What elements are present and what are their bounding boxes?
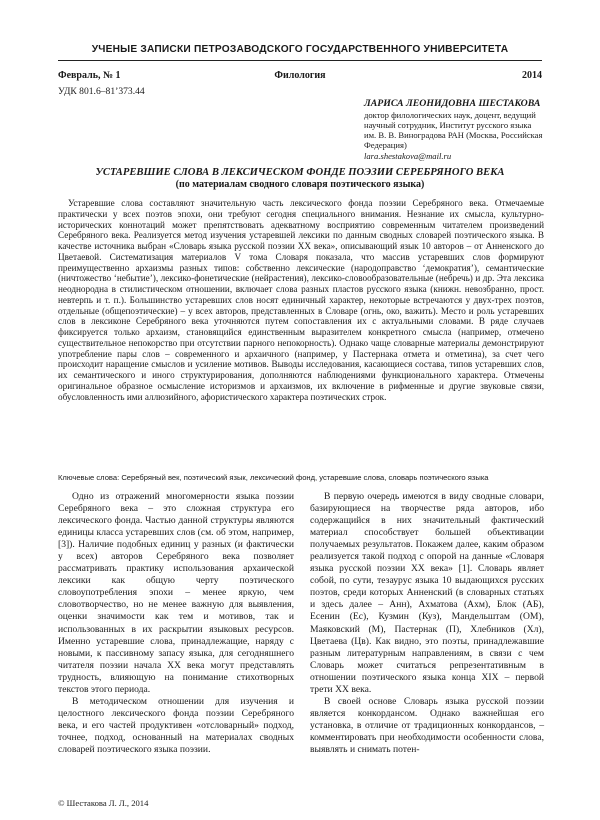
- author-affiliation: доктор филологических наук, доцент, ведущий научный сотрудник, Институт русского языка им. В. В. Виноградова РАН (Москва, Российская Федерация): [364, 110, 543, 150]
- author-email[interactable]: lara.shestakova@mail.ru: [364, 151, 452, 161]
- issue-label: Февраль, № 1: [58, 70, 121, 81]
- udk-code: УДК 801.6–81’373.44: [58, 86, 145, 97]
- author-block: [364, 98, 544, 161]
- year-label: 2014: [522, 70, 542, 81]
- article-title: УСТАРЕВШИЕ СЛОВА В ЛЕКСИЧЕСКОМ ФОНДЕ ПОЭЗИИ СЕРЕБРЯНОГО ВЕКА: [95, 167, 505, 178]
- body-column-left: [58, 491, 294, 756]
- abstract: [58, 198, 544, 402]
- abstract-text: Устаревшие слова составляют значительную часть лексического фонда поэзии Серебряного века. Отмечаемые практически у всех поэтов эпохи, они требуют сегодня специального внимания. Незнание их смысла, культурно-исторических коннотаций может препятствовать адекватному восприятию современным читателем произведений Серебряного века. Реализуется метод изучения устаревшей лексики по данным сводных словарей поэтического языка. В качестве источника выбран «Словарь языка русской поэзии XX века», описывающий язык 10 авторов – от Анненского до Цветаевой. Систематизация материалов V тома Словаря показала, что массив устаревших слов формируют преимущественно архаизмы разных типов: собственно лексические (народоправство ‘демократия’), семантические (ничтожество ‘небытие’), лексико-фонетические (нейрастения), лексико-словообразовательные (небречь) и др. Эта лексика неоднородна в стилистическом отношении, включает слова разных пластов русского языка (книжн. невозбранно, прост. невтерпь и т. п.). Большинство устаревших слов носят единичный характер, некоторые встречаются у двух-трех поэтов, отдельные (общепоэтические) – у всех авторов, представленных в Словаре (огнь, око, важить). Место и роль устаревших слов в лексиконе Серебряного века уточняются путем сопоставления их с актуальными словами. В ряде случаев фиксируется только архаизм, становящийся единственным выразителем конкретного смысла (например, отмечено существительное непокорство при отсутствии парного непокорность). Однако чаще словарные материалы демонстрируют употребление пары слов – современного и архаичного (например, у Пастернака отмета и отметина), за счет чего происходит наращение смыслов и усиление мотивов. Выводы исследования, касающиеся состава, типов устаревших слов, их семантического и иного структурирования, дополняются наблюдениями функционального характера. Отмечены оригинальное образное осмысление историзмов и архаизмов, их включение в рифменные и другие звуковые связи, обусловленность ими аллюзийного, афористического характера поэтических строк.: [58, 198, 544, 402]
- paragraph: Одно из отражений многомерности языка поэзии Серебряного века – это сложная структура его лексического фонда. Частью данной структуры являются единицы класса устаревших слов (см. об этом, например, [3]). Наличие подобных единиц у разных (и фактически у всех) авторов Серебряного века позволяет рассматривать практику использования архаической лексики как общую черту поэтического словоупотребления эпохи – менее яркую, чем словотворчество, но не менее важную для выявления, оценки значимости как тем и мотивов, так и использованных в их раскрытии языковых ресурсов. Именно устаревшие слова, принадлежащие, наряду с новыми, к пассивному запасу языка, для сегодняшнего читателя поэзии начала XX века могут представлять трудность, влияющую на понимание стихотворных текстов этого периода.: [58, 491, 294, 695]
- copyright-notice: © Шестакова Л. Л., 2014: [58, 798, 149, 808]
- paragraph: В первую очередь имеются в виду сводные словари, базирующиеся на творчестве ряда авторов, ибо содержащийся в них значительный фактический материал способствует большей объективации получаемых результатов. Покажем далее, каким образом реализуется такой подход с опорой на данные «Словаря языка русской поэзии XX века» [1]. Словарь являет собой, по сути, тезаурус языка 10 выдающихся русских поэтов, среди которых Анненский (в словарных статьях и здесь далее – Анн), Ахматова (Ахм), Блок (АБ), Есенин (Ес), Кузмин (Куз), Мандельштам (ОМ), Маяковский (М), Пастернак (П), Хлебников (Хл), Цветаева (Цв). Как видно, это поэты, принадлежавшие разным литературным направлениям, в связи с чем Словарь может считаться репрезентативным в отношении поэтического языка конца XIX – первой трети XX века.: [310, 491, 544, 695]
- keywords: Ключевые слова: Серебряный век, поэтический язык, лексический фонд, устаревшие слова, словарь поэтического языка: [58, 473, 489, 482]
- article-subtitle: (по материалам сводного словаря поэтического языка): [175, 179, 425, 190]
- body-column-right: [310, 491, 544, 756]
- article-title-block: [40, 167, 560, 190]
- journal-title: УЧЕНЫЕ ЗАПИСКИ ПЕТРОЗАВОДСКОГО ГОСУДАРСТВЕННОГО УНИВЕРСИТЕТА: [91, 44, 509, 55]
- header-divider: [58, 60, 542, 61]
- author-name: ЛАРИСА ЛЕОНИДОВНА ШЕСТАКОВА: [364, 98, 541, 109]
- paragraph: В методическом отношении для изучения и целостного лексического фонда поэзии Серебряного века, и его частей продуктивен «отсловарный» подход, точнее, подход, основанный на материалах сводных словарей поэтического языка поэзии.: [58, 695, 294, 755]
- paragraph: В своей основе Словарь языка русской поэзии является конкордансом. Однако важнейшая его установка, в отличие от традиционных конкордансов, – комментировать при необходимости особенности слова, выявлять и снимать потен-: [310, 695, 544, 755]
- section-label: Филология: [274, 70, 326, 81]
